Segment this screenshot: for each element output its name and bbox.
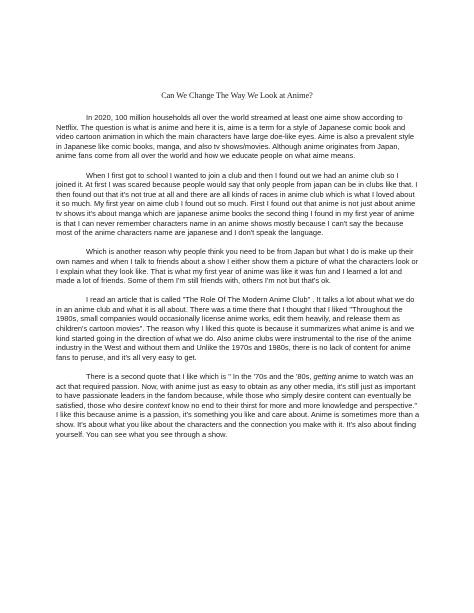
document-title: Can We Change The Way We Look at Anime? [161,91,313,100]
paragraph-5-part-1: There is a second quote that I like which is " In the '70s and the '80s, [86,372,314,382]
paragraph-5 [56,372,420,439]
paragraph-2: When I first got to school I wanted to join a club and then I found out we had an anime club so I joined it. At first I was scared because people would say that only people from japan can be in clubs like that. I then found out that it's not true at all and there are all kinds of races in anime club which is what I loved about it so much. My first year on aime club I found out so much. First I found out that anime is not just about anime tv shows it's about manga which are japanese anime books the second thing I found in my first year of anime is that I can never remember characters name in an anime shows mostly because I can't say the because most of the anime characters name are japanese and I don't speak the language. [56,170,418,238]
paragraph-3: Which is another reason why people think you need to be from Japan but what I do is make up their own names and when I talk to friends about a show I either show them a picture of what the characters look or I explain what they look like. That is what my first year of anime was like it was fun and I learned a lot and made a lot of friends. Some of them I'm still friends with, others I'm not but that's ok. [56,247,419,286]
paragraph-5-part-3: know no end to their thirst for more and more knowledge and perspective." I like this because anime is a passion, it's something you like and care about. Anime is sometimes more than a show. It's about what you like about the characters and the connection you make with it. It's also about finding yourself. You can see what you see through a show. [56,400,420,439]
paragraph-4: I read an article that is called "The Role Of The Modern Anime Club" . It talks a lot about what we do in an anime club and what it is all about. There was a time there that I thought that I liked "Throughout the 1980s, small companies would occasionally license anime works, edit them heavily, and release them as children's cartoon movies". The reason why I liked this quote is because it summarizes what anime is and we kind started going in the direction of what we do. Also anime clubs were instrumental to the rise of the anime industry in the West and without them and Unlike the 1970s and 1980s, there is no lack of content for anime fans to peruse, and it's all very easy to get. [56,295,415,362]
document-body [56,113,420,449]
paragraph-5-part-2: anime to watch was an act that required passion. Now, with anime just as easy to obtain as any other media, it's still just as important to have passionate leaders in the fandom because, while those who simply desire content can eventually be satisfied, those who desire [56,372,416,410]
paragraph-1: In 2020, 100 million households all over the world streamed at least one aime show according to Netflix. The question is what is anime and here it is, aime is a term for a style of Japanese comic book and video cartoon animation in which the main characters have large doe-like eyes. Aime is also a prevalent style in Japanese like comic books, manga, and also tv shows/movies. Although anime originates from Japan, anime fans come from all over the world and how we educate people on what aime means. [56,113,415,161]
emphasis-context: context [145,400,170,410]
emphasis-getting: getting [313,372,336,382]
